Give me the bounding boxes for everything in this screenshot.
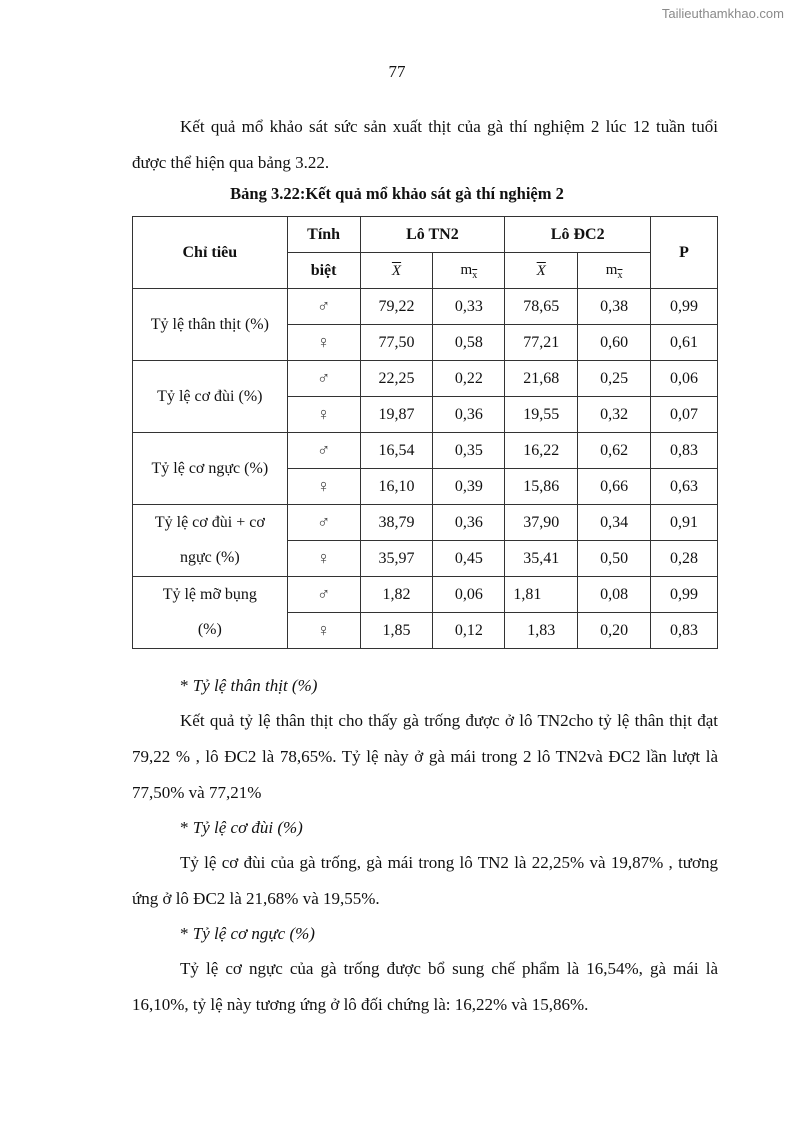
cell: 1,83 (505, 613, 578, 649)
male-symbol: ♂ (287, 577, 360, 613)
cell: 0,36 (433, 505, 505, 541)
cell: 16,10 (360, 469, 433, 505)
cell: 1,85 (360, 613, 433, 649)
header-mean-tn2: $\overline{X}$ (360, 253, 433, 289)
cell: 0,91 (651, 505, 718, 541)
row-label: Tỷ lệ thân thịt (%) (133, 289, 288, 361)
header-se-dc2: $m_{\overline{x}}$ (578, 253, 651, 289)
header-mean-dc2: $\overline{X}$ (505, 253, 578, 289)
cell: 0,60 (578, 325, 651, 361)
cell: 0,32 (578, 397, 651, 433)
cell: 38,79 (360, 505, 433, 541)
cell: 0,38 (578, 289, 651, 325)
intro-paragraph (132, 109, 718, 181)
cell: 0,06 (651, 361, 718, 397)
female-symbol: ♀ (287, 541, 360, 577)
cell: 0,83 (651, 433, 718, 469)
table-header-row (133, 217, 718, 253)
cell: 35,97 (360, 541, 433, 577)
cell: 77,21 (505, 325, 578, 361)
table-row (133, 541, 718, 577)
cell: 15,86 (505, 469, 578, 505)
cell: 1,81 (505, 577, 578, 613)
cell: 0,58 (433, 325, 505, 361)
cell: 0,45 (433, 541, 505, 577)
cell: 0,50 (578, 541, 651, 577)
page-number: 77 (388, 62, 406, 81)
header-se-tn2: $m_{\overline{x}}$ (433, 253, 505, 289)
cell: 22,25 (360, 361, 433, 397)
cell: 0,08 (578, 577, 651, 613)
cell: 0,66 (578, 469, 651, 505)
table-row (133, 361, 718, 397)
male-symbol: ♂ (287, 361, 360, 397)
cell: 0,99 (651, 577, 718, 613)
cell: 19,55 (505, 397, 578, 433)
row-label-line1: Tỷ lệ cơ đùi + cơ (133, 505, 288, 541)
header-sex-line2: biệt (287, 253, 360, 289)
watermark: Tailieuthamkhao.com (661, 6, 784, 21)
section-paragraph: Kết quả tỷ lệ thân thịt cho thấy gà trống được ở lô TN2cho tỷ lệ thân thịt đạt 79,22 % , lô ĐC2 là 78,65%. Tỷ lệ này ở gà mái trong 2 lô TN2và ĐC2 lần lượt là 77,50% và 77,21% (132, 711, 718, 802)
header-group-tn2: Lô TN2 (360, 217, 505, 253)
male-symbol: ♂ (287, 505, 360, 541)
cell: 35,41 (505, 541, 578, 577)
results-table (132, 216, 718, 649)
table-caption: Bảng 3.22:Kết quả mổ khảo sát gà thí nghiệm 2 (230, 184, 564, 203)
header-sex-line1: Tính (287, 217, 360, 253)
section-heading: * Tỷ lệ cơ đùi (%) (180, 818, 303, 837)
cell: 1,82 (360, 577, 433, 613)
section-heading: * Tỷ lệ cơ ngực (%) (180, 924, 315, 943)
cell: 0,33 (433, 289, 505, 325)
cell: 37,90 (505, 505, 578, 541)
cell: 77,50 (360, 325, 433, 361)
cell: 0,07 (651, 397, 718, 433)
cell: 0,36 (433, 397, 505, 433)
cell: 0,20 (578, 613, 651, 649)
cell: 0,28 (651, 541, 718, 577)
section-paragraph: Tỷ lệ cơ ngực của gà trống được bổ sung chế phẩm là 16,54%, gà mái là 16,10%, tỷ lệ này tương ứng ở lô đối chứng là: 16,22% và 15,86%. (132, 959, 718, 1014)
cell: 0,62 (578, 433, 651, 469)
cell: 0,12 (433, 613, 505, 649)
row-label: Tỷ lệ cơ ngực (%) (133, 433, 288, 505)
cell: 0,22 (433, 361, 505, 397)
female-symbol: ♀ (287, 469, 360, 505)
header-indicator: Chỉ tiêu (133, 217, 288, 289)
table-row (133, 289, 718, 325)
female-symbol: ♀ (287, 325, 360, 361)
cell: 0,99 (651, 289, 718, 325)
row-label-line2: (%) (133, 613, 288, 649)
section-paragraph: Tỷ lệ cơ đùi của gà trống, gà mái trong lô TN2 là 22,25% và 19,87% , tương ứng ở lô ĐC2 là 21,68% và 19,55%. (132, 853, 718, 908)
male-symbol: ♂ (287, 289, 360, 325)
header-p: P (651, 217, 718, 289)
row-label-line1: Tỷ lệ mỡ bụng (133, 577, 288, 613)
row-label: Tỷ lệ cơ đùi (%) (133, 361, 288, 433)
cell: 0,06 (433, 577, 505, 613)
male-symbol: ♂ (287, 433, 360, 469)
row-label-line2: ngực (%) (133, 541, 288, 577)
cell: 0,39 (433, 469, 505, 505)
table-row (133, 613, 718, 649)
female-symbol: ♀ (287, 613, 360, 649)
cell: 0,63 (651, 469, 718, 505)
intro-text: Kết quả mổ khảo sát sức sản xuất thịt của gà thí nghiệm 2 lúc 12 tuần tuổi được thể hiện qua bảng 3.22. (132, 117, 718, 172)
female-symbol: ♀ (287, 397, 360, 433)
cell: 0,35 (433, 433, 505, 469)
cell: 0,61 (651, 325, 718, 361)
header-group-dc2: Lô ĐC2 (505, 217, 651, 253)
cell: 16,54 (360, 433, 433, 469)
cell: 16,22 (505, 433, 578, 469)
table-row (133, 577, 718, 613)
cell: 0,25 (578, 361, 651, 397)
cell: 21,68 (505, 361, 578, 397)
cell: 0,34 (578, 505, 651, 541)
table-row (133, 433, 718, 469)
table-row (133, 505, 718, 541)
cell: 0,83 (651, 613, 718, 649)
section-heading: * Tỷ lệ thân thịt (%) (180, 676, 318, 695)
cell: 78,65 (505, 289, 578, 325)
cell: 79,22 (360, 289, 433, 325)
cell: 19,87 (360, 397, 433, 433)
